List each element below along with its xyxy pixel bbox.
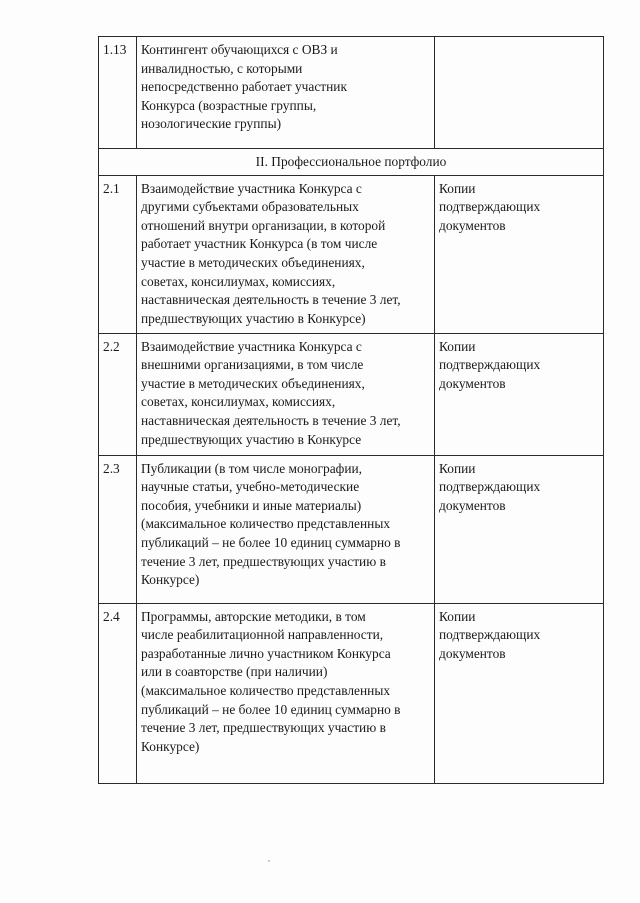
row-number: 1.13 xyxy=(99,37,137,149)
row-documents xyxy=(435,37,604,149)
table-row xyxy=(99,333,604,455)
row-documents: Копии подтверждающих документов xyxy=(435,175,604,333)
row-number: 2.1 xyxy=(99,175,137,333)
row-number: 2.3 xyxy=(99,455,137,603)
table-row xyxy=(99,455,604,603)
section-header-row xyxy=(99,149,604,176)
criteria-table xyxy=(98,36,604,784)
scan-speck xyxy=(268,860,270,862)
row-documents: Копии подтверждающих документов xyxy=(435,603,604,783)
table-row xyxy=(99,603,604,783)
row-documents: Копии подтверждающих документов xyxy=(435,333,604,455)
row-description: Публикации (в том числе монографии, научные статьи, учебно-методические пособия, учебники и иные материалы) (максимальное количество представленных публикаций – не более 10 единиц суммарно в течение 3 лет, предшествующих участию в Конкурсе) xyxy=(137,455,435,603)
row-description: Контингент обучающихся с ОВЗ и инвалидностью, с которыми непосредственно работает участник Конкурса (возрастные группы, нозологические группы) xyxy=(137,37,435,149)
row-description: Программы, авторские методики, в том числе реабилитационной направленности, разработанные лично участником Конкурса или в соавторстве (при наличии) (максимальное количество представленных публикаций – не более 10 единиц суммарно в течение 3 лет, предшествующих участию в Конкурсе) xyxy=(137,603,435,783)
row-number: 2.2 xyxy=(99,333,137,455)
row-number: 2.4 xyxy=(99,603,137,783)
section-header: II. Профессиональное портфолио xyxy=(99,149,604,176)
row-description: Взаимодействие участника Конкурса с другими субъектами образовательных отношений внутри организации, в которой работает участник Конкурса (в том числе участие в методических объединениях, советах, консилиумах, комиссиях, наставническая деятельность в течение 3 лет, предшествующих участию в Конкурсе) xyxy=(137,175,435,333)
row-description: Взаимодействие участника Конкурса с внешними организациями, в том числе участие в методических объединениях, советах, консилиумах, комиссиях, наставническая деятельность в течение 3 лет, предшествующих участию в Конкурсе xyxy=(137,333,435,455)
table-row xyxy=(99,175,604,333)
table-row xyxy=(99,37,604,149)
row-documents: Копии подтверждающих документов xyxy=(435,455,604,603)
